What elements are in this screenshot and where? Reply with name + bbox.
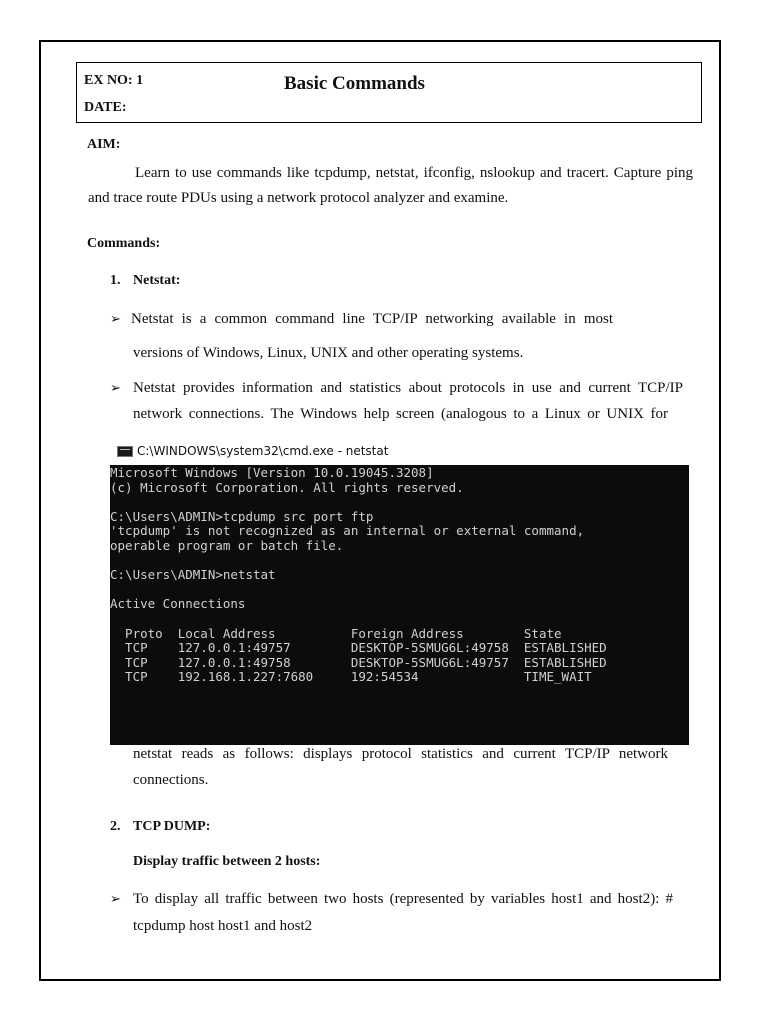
terminal-line: (c) Microsoft Corporation. All rights reserved. — [110, 479, 464, 495]
command-prompt-icon — [117, 446, 133, 457]
terminal-line: TCP 127.0.0.1:49758 DESKTOP-5SMUG6L:49757 ESTABLISHED — [110, 654, 607, 670]
section1-number: 1. — [110, 273, 121, 288]
bullet-arrow-icon: ➢ — [110, 381, 121, 396]
terminal-output — [110, 465, 689, 745]
netstat-bullet1-line1: Netstat is a common command line TCP/IP networking available in most — [131, 311, 613, 327]
bullet-arrow-icon: ➢ — [110, 892, 121, 907]
netstat-description-line2: connections. — [133, 772, 209, 788]
terminal-line: TCP 192.168.1.227:7680 192:54534 TIME_WAIT — [110, 669, 592, 685]
terminal-line: Microsoft Windows [Version 10.0.19045.3208] — [110, 465, 434, 480]
aim-text-line2: and trace route PDUs using a network protocol analyzer and examine. — [88, 190, 509, 206]
terminal-line: Active Connections — [110, 596, 246, 612]
section1-title: Netstat: — [133, 273, 181, 288]
exercise-number: EX NO: 1 — [84, 73, 144, 88]
terminal-titlebar — [117, 442, 388, 460]
terminal-line — [110, 495, 689, 510]
terminal-line: C:\Users\ADMIN>tcpdump src port ftp — [110, 508, 374, 524]
aim-text-line1: Learn to use commands like tcpdump, netstat, ifconfig, nslookup and tracert. Capture ping — [135, 165, 693, 181]
terminal-line: operable program or batch file. — [110, 537, 344, 553]
netstat-bullet2-line1: Netstat provides information and statistics about protocols in use and current TCP/IP — [133, 380, 683, 396]
bullet-arrow-icon: ➢ — [110, 312, 121, 327]
terminal-line: 'tcpdump' is not recognized as an internal or external command, — [110, 523, 585, 539]
tcpdump-bullet1-line1: To display all traffic between two hosts (represented by variables host1 and host2): # — [133, 891, 673, 907]
section2-title: TCP DUMP: — [133, 819, 211, 834]
netstat-bullet2-line2: network connections. The Windows help screen (analogous to a Linux or UNIX for — [133, 406, 668, 422]
tcpdump-bullet1-line2: tcpdump host host1 and host2 — [133, 918, 313, 934]
date-label: DATE: — [84, 100, 127, 115]
terminal-line — [110, 612, 689, 627]
section2-number: 2. — [110, 819, 121, 834]
terminal-line: TCP 127.0.0.1:49757 DESKTOP-5SMUG6L:49758 ESTABLISHED — [110, 640, 607, 656]
page-title: Basic Commands — [284, 73, 425, 94]
terminal-line: Proto Local Address Foreign Address State — [110, 625, 562, 641]
terminal-line — [110, 583, 689, 598]
netstat-bullet1-line2: versions of Windows, Linux, UNIX and other operating systems. — [133, 345, 524, 361]
terminal-line — [110, 554, 689, 569]
netstat-description-line1: netstat reads as follows: displays protocol statistics and current TCP/IP network — [133, 746, 668, 762]
aim-heading: AIM: — [87, 137, 121, 152]
terminal-title: C:\WINDOWS\system32\cmd.exe - netstat — [137, 444, 389, 458]
terminal-line: C:\Users\ADMIN>netstat — [110, 567, 276, 583]
section2-subheading: Display traffic between 2 hosts: — [133, 854, 321, 869]
commands-heading: Commands: — [87, 236, 161, 251]
